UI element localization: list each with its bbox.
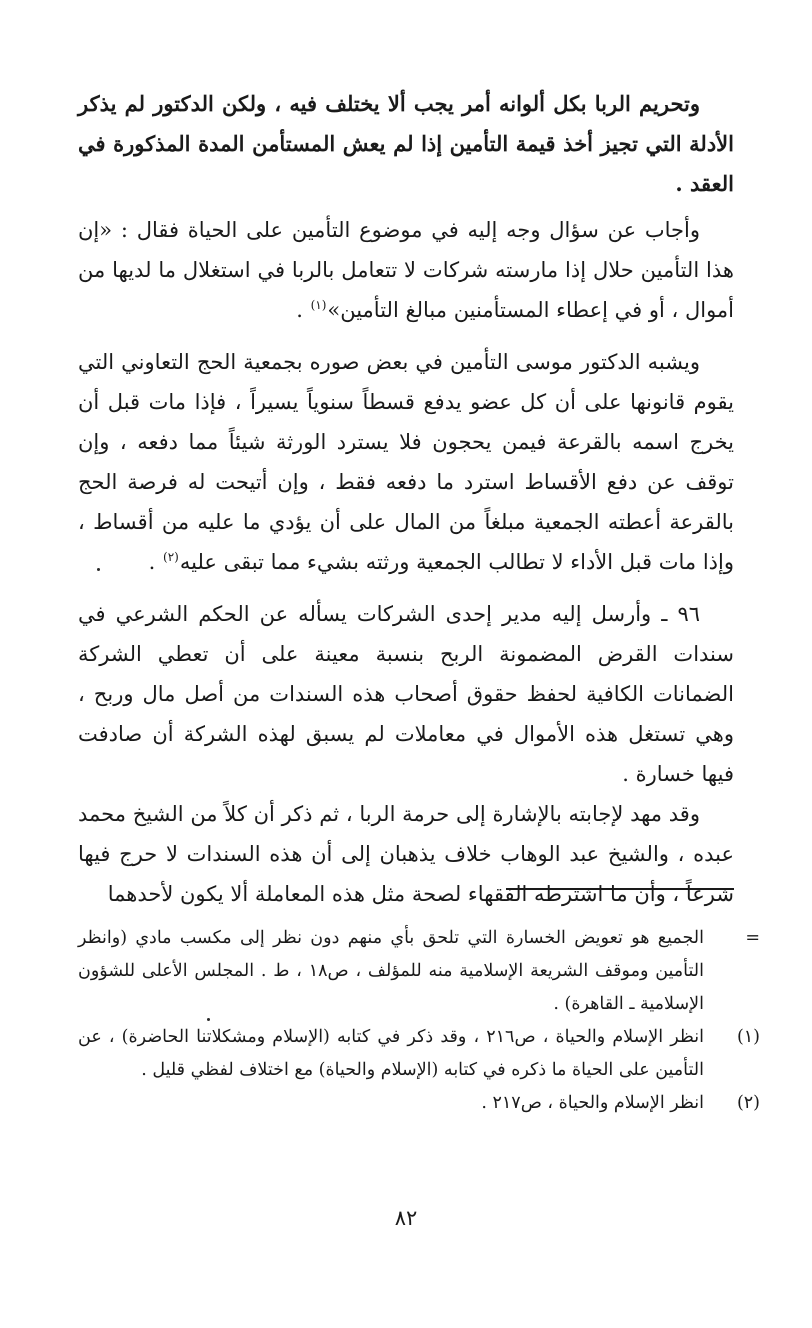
footnote-ref-1: (١) [310,298,327,312]
ink-speck [97,568,100,571]
paragraph-1 [78,84,734,204]
footnote-continued [78,922,760,1021]
paragraph-5-text: وقد مهد لإجابته بالإشارة إلى حرمة الربا ، ثم ذكر أن كلاً من الشيخ محمد عبده ، والشيخ عبد الوهاب خلاف يذهبان إلى أن هذه السندات لا حرج فيها شرعاً ، وأن ما اشترطه الفقهاء لصحة مثل هذه المعاملة ألا يكون لأحدهما [78,802,734,906]
footnote-2 [78,1087,760,1120]
footnote-separator [506,888,734,890]
paragraph-5 [78,794,734,914]
footnote-text: انظر الإسلام والحياة ، ص٢١٦ ، وقد ذكر في كتابه (الإسلام ومشكلاتنا الحاضرة) ، عن التأمين على الحياة ما ذكره في كتابه (الإسلام والحياة) مع اختلاف لفظي قليل . [78,1027,704,1080]
footnotes [78,922,760,1120]
footnote-marker: (١) [736,1027,760,1047]
footnote-marker: (٢) [736,1093,760,1113]
paragraph-4-text: ٩٦ ـ وأرسل إليه مدير إحدى الشركات يسأله عن الحكم الشرعي في سندات القرض المضمونة الربح بنسبة معينة على أن تعطي الشركة الضمانات الكافية لحفظ حقوق أصحاب هذه السندات من أصل مال وربح ، وهي تستغل هذه الأموال في معاملات لم يسبق لهذه الشركة أن صادفت فيها خسارة . [78,602,734,786]
footnote-text: الجميع هو تعويض الخسارة التي تلحق بأي منهم دون نظر إلى مكسب مادي (وانظر التأمين وموقف الشريعة الإسلامية منه للمؤلف ، ص١٨ ، ط . المجلس الأعلى للشؤون الإسلامية ـ القاهرة) . [78,928,704,1014]
paragraph-3 [78,342,734,582]
paragraph-4 [78,594,734,794]
paragraph-2-text: وأجاب عن سؤال وجه إليه في موضوع التأمين على الحياة فقال : «إن هذا التأمين حلال إذا مارسته شركات لا تتعامل بالربا في استغلال ما لديها من أموال ، أو في إعطاء المستأمنين مبالغ التأمين» [78,218,734,322]
paragraph-2 [78,210,734,330]
paragraph-3-end: . [148,550,163,574]
paragraph-2-end: . [296,298,310,322]
footnote-ref-2: (٢) [163,550,179,564]
footnote-1 [78,1021,760,1087]
main-text [78,84,734,914]
paragraph-1-text: وتحريم الربا بكل ألوانه أمر يجب ألا يختلف فيه ، ولكن الدكتور لم يذكر الأدلة التي تجيز أخذ قيمة التأمين إذا لم يعش المستأمن المدة المذكورة في العقد . [78,91,734,196]
ink-speck [207,1018,210,1021]
footnote-text: انظر الإسلام والحياة ، ص٢١٧ . [481,1093,704,1113]
page-number: ٨٢ [394,1206,418,1230]
footnote-marker: = [745,928,760,948]
paragraph-3-text: ويشبه الدكتور موسى التأمين في بعض صوره بجمعية الحج التعاوني التي يقوم قانونها على أن كل عضو يدفع قسطاً سنوياً يسيراً ، فإذا مات قبل أن يخرج اسمه بالقرعة فيمن يحجون فلا يسترد الورثة شيئاً مما دفعه ، وإن توقف عن دفع الأقساط استرد ما دفعه فقط ، وإن أتيحت له فرصة الحج بالقرعة أعطته الجمعية مبلغاً من المال على أن يؤدي ما عليه من أقساط ، وإذا مات قبل الأداء لا تطالب الجمعية ورثته بشيء مما تبقى عليه [78,350,734,574]
